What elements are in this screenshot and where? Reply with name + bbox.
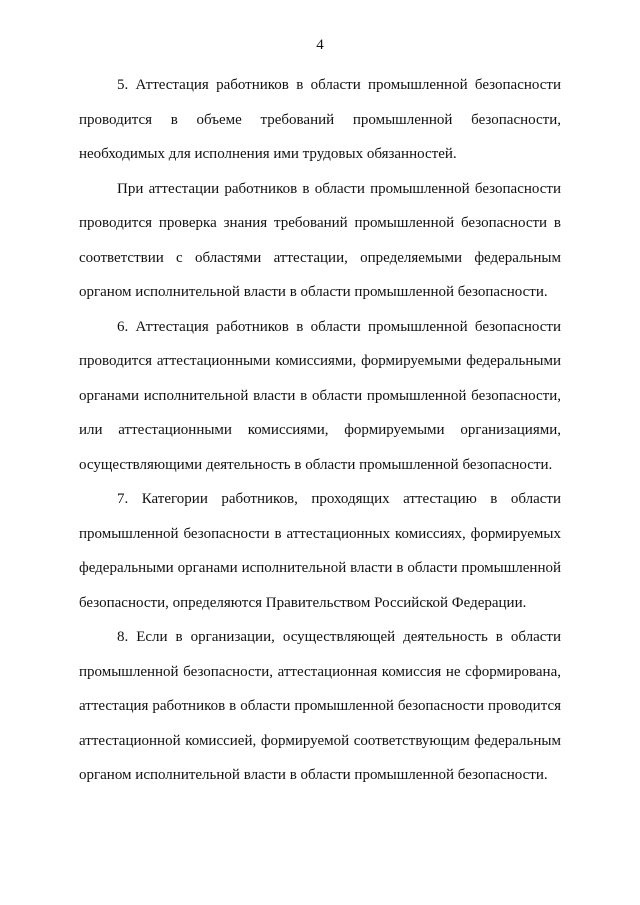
document-body xyxy=(79,68,561,793)
paragraph-5-continuation: При аттестации работников в области промышленной безопасности проводится проверка знания требований промышленной безопасности в соответствии с областями аттестации, определяемыми федеральным органом исполнительной власти в области промышленной безопасности. xyxy=(79,180,561,300)
page-number: 4 xyxy=(316,37,324,53)
paragraph-8: 8. Если в организации, осуществляющей деятельность в области промышленной безопасности, аттестационная комиссия не сформирована, аттестация работников в области промышленной безопасности проводится аттестационной комиссией, формируемой соответствующим федеральным органом исполнительной власти в области промышленной безопасности. xyxy=(79,629,561,783)
paragraph-7: 7. Категории работников, проходящих аттестацию в области промышленной безопасности в аттестационных комиссиях, формируемых федеральными органами исполнительной власти в области промышленной безопасности, определяются Правительством Российской Федерации. xyxy=(79,491,561,611)
paragraph-6: 6. Аттестация работников в области промышленной безопасности проводится аттестационными комиссиями, формируемыми федеральными органами исполнительной власти в области промышленной безопасности, или аттестационными комиссиями, формируемыми организациями, осуществляющими деятельность в области промышленной безопасности. xyxy=(79,318,561,473)
paragraph-5: 5. Аттестация работников в области промышленной безопасности проводится в объеме требований промышленной безопасности, необходимых для исполнения ими трудовых обязанностей. xyxy=(79,77,561,162)
